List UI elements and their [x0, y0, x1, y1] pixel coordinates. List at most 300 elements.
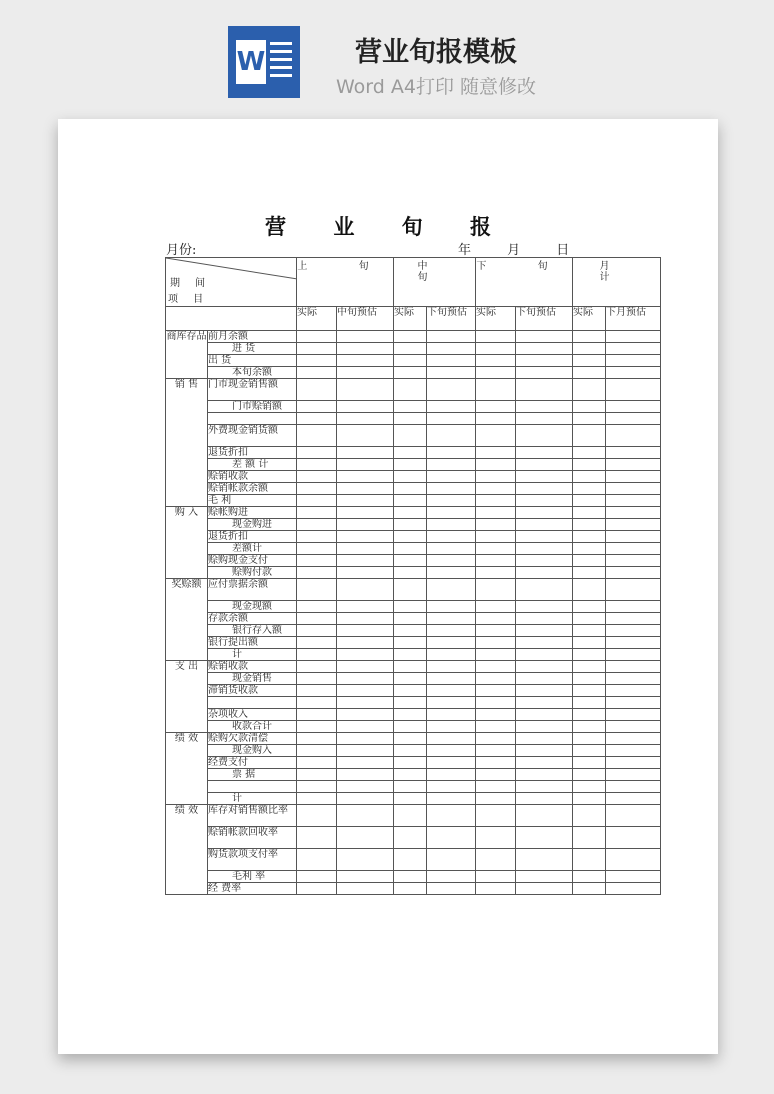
value-cell[interactable]	[337, 757, 394, 769]
value-cell[interactable]	[606, 685, 661, 697]
value-cell[interactable]	[573, 745, 606, 757]
value-cell[interactable]	[337, 793, 394, 805]
value-cell[interactable]	[297, 649, 337, 661]
value-cell[interactable]	[606, 531, 661, 543]
value-cell[interactable]	[337, 769, 394, 781]
value-cell[interactable]	[606, 379, 661, 401]
value-cell[interactable]	[297, 661, 337, 673]
value-cell[interactable]	[337, 685, 394, 697]
value-cell[interactable]	[337, 579, 394, 601]
value-cell[interactable]	[427, 613, 476, 625]
value-cell[interactable]	[516, 495, 573, 507]
value-cell[interactable]	[427, 781, 476, 793]
value-cell[interactable]	[394, 637, 427, 649]
value-cell[interactable]	[427, 793, 476, 805]
value-cell[interactable]	[516, 367, 573, 379]
value-cell[interactable]	[573, 625, 606, 637]
value-cell[interactable]	[516, 793, 573, 805]
value-cell[interactable]	[337, 849, 394, 871]
value-cell[interactable]	[394, 781, 427, 793]
value-cell[interactable]	[337, 733, 394, 745]
value-cell[interactable]	[427, 649, 476, 661]
value-cell[interactable]	[427, 849, 476, 871]
value-cell[interactable]	[516, 459, 573, 471]
value-cell[interactable]	[606, 367, 661, 379]
value-cell[interactable]	[516, 805, 573, 827]
value-cell[interactable]	[427, 697, 476, 709]
value-cell[interactable]	[606, 697, 661, 709]
value-cell[interactable]	[516, 769, 573, 781]
value-cell[interactable]	[394, 367, 427, 379]
value-cell[interactable]	[427, 531, 476, 543]
value-cell[interactable]	[573, 883, 606, 895]
value-cell[interactable]	[573, 495, 606, 507]
value-cell[interactable]	[394, 757, 427, 769]
value-cell[interactable]	[297, 507, 337, 519]
value-cell[interactable]	[476, 613, 516, 625]
value-cell[interactable]	[337, 709, 394, 721]
value-cell[interactable]	[297, 637, 337, 649]
value-cell[interactable]	[573, 733, 606, 745]
value-cell[interactable]	[394, 579, 427, 601]
value-cell[interactable]	[476, 459, 516, 471]
value-cell[interactable]	[427, 519, 476, 531]
value-cell[interactable]	[427, 745, 476, 757]
value-cell[interactable]	[394, 613, 427, 625]
value-cell[interactable]	[573, 637, 606, 649]
value-cell[interactable]	[427, 601, 476, 613]
value-cell[interactable]	[394, 459, 427, 471]
value-cell[interactable]	[573, 769, 606, 781]
value-cell[interactable]	[573, 355, 606, 367]
value-cell[interactable]	[516, 745, 573, 757]
value-cell[interactable]	[337, 673, 394, 685]
value-cell[interactable]	[394, 697, 427, 709]
value-cell[interactable]	[516, 567, 573, 579]
value-cell[interactable]	[297, 601, 337, 613]
value-cell[interactable]	[476, 781, 516, 793]
value-cell[interactable]	[573, 805, 606, 827]
value-cell[interactable]	[573, 697, 606, 709]
value-cell[interactable]	[606, 495, 661, 507]
value-cell[interactable]	[516, 413, 573, 425]
value-cell[interactable]	[606, 781, 661, 793]
value-cell[interactable]	[476, 685, 516, 697]
value-cell[interactable]	[427, 543, 476, 555]
value-cell[interactable]	[394, 685, 427, 697]
value-cell[interactable]	[427, 425, 476, 447]
value-cell[interactable]	[516, 637, 573, 649]
value-cell[interactable]	[337, 567, 394, 579]
value-cell[interactable]	[337, 401, 394, 413]
value-cell[interactable]	[476, 507, 516, 519]
value-cell[interactable]	[297, 827, 337, 849]
value-cell[interactable]	[297, 793, 337, 805]
value-cell[interactable]	[516, 519, 573, 531]
value-cell[interactable]	[516, 507, 573, 519]
value-cell[interactable]	[394, 601, 427, 613]
value-cell[interactable]	[394, 425, 427, 447]
value-cell[interactable]	[606, 871, 661, 883]
value-cell[interactable]	[297, 697, 337, 709]
value-cell[interactable]	[337, 483, 394, 495]
value-cell[interactable]	[394, 519, 427, 531]
value-cell[interactable]	[427, 871, 476, 883]
value-cell[interactable]	[476, 827, 516, 849]
value-cell[interactable]	[573, 447, 606, 459]
value-cell[interactable]	[476, 883, 516, 895]
value-cell[interactable]	[427, 483, 476, 495]
value-cell[interactable]	[516, 709, 573, 721]
value-cell[interactable]	[394, 793, 427, 805]
value-cell[interactable]	[337, 425, 394, 447]
value-cell[interactable]	[297, 613, 337, 625]
value-cell[interactable]	[427, 343, 476, 355]
value-cell[interactable]	[476, 709, 516, 721]
value-cell[interactable]	[297, 849, 337, 871]
value-cell[interactable]	[476, 483, 516, 495]
value-cell[interactable]	[476, 757, 516, 769]
value-cell[interactable]	[476, 793, 516, 805]
value-cell[interactable]	[573, 757, 606, 769]
value-cell[interactable]	[337, 781, 394, 793]
value-cell[interactable]	[427, 507, 476, 519]
value-cell[interactable]	[516, 579, 573, 601]
value-cell[interactable]	[427, 661, 476, 673]
value-cell[interactable]	[606, 827, 661, 849]
value-cell[interactable]	[573, 709, 606, 721]
value-cell[interactable]	[394, 379, 427, 401]
value-cell[interactable]	[606, 805, 661, 827]
value-cell[interactable]	[476, 425, 516, 447]
value-cell[interactable]	[337, 379, 394, 401]
value-cell[interactable]	[606, 401, 661, 413]
value-cell[interactable]	[337, 413, 394, 425]
value-cell[interactable]	[337, 661, 394, 673]
value-cell[interactable]	[297, 367, 337, 379]
value-cell[interactable]	[394, 471, 427, 483]
value-cell[interactable]	[516, 613, 573, 625]
value-cell[interactable]	[516, 757, 573, 769]
value-cell[interactable]	[516, 601, 573, 613]
value-cell[interactable]	[516, 625, 573, 637]
value-cell[interactable]	[394, 849, 427, 871]
value-cell[interactable]	[516, 425, 573, 447]
value-cell[interactable]	[427, 757, 476, 769]
value-cell[interactable]	[427, 637, 476, 649]
value-cell[interactable]	[297, 673, 337, 685]
value-cell[interactable]	[476, 637, 516, 649]
value-cell[interactable]	[476, 343, 516, 355]
value-cell[interactable]	[427, 733, 476, 745]
value-cell[interactable]	[394, 543, 427, 555]
value-cell[interactable]	[606, 343, 661, 355]
value-cell[interactable]	[516, 697, 573, 709]
value-cell[interactable]	[476, 555, 516, 567]
value-cell[interactable]	[476, 805, 516, 827]
value-cell[interactable]	[606, 661, 661, 673]
value-cell[interactable]	[606, 649, 661, 661]
value-cell[interactable]	[573, 661, 606, 673]
value-cell[interactable]	[573, 543, 606, 555]
value-cell[interactable]	[337, 883, 394, 895]
value-cell[interactable]	[394, 625, 427, 637]
value-cell[interactable]	[476, 649, 516, 661]
value-cell[interactable]	[516, 781, 573, 793]
value-cell[interactable]	[573, 871, 606, 883]
value-cell[interactable]	[476, 413, 516, 425]
value-cell[interactable]	[394, 401, 427, 413]
value-cell[interactable]	[476, 367, 516, 379]
value-cell[interactable]	[394, 709, 427, 721]
value-cell[interactable]	[516, 483, 573, 495]
value-cell[interactable]	[427, 721, 476, 733]
value-cell[interactable]	[516, 531, 573, 543]
value-cell[interactable]	[573, 483, 606, 495]
value-cell[interactable]	[337, 613, 394, 625]
value-cell[interactable]	[516, 331, 573, 343]
value-cell[interactable]	[337, 625, 394, 637]
value-cell[interactable]	[427, 413, 476, 425]
value-cell[interactable]	[476, 495, 516, 507]
value-cell[interactable]	[606, 709, 661, 721]
value-cell[interactable]	[573, 425, 606, 447]
value-cell[interactable]	[476, 531, 516, 543]
value-cell[interactable]	[394, 871, 427, 883]
value-cell[interactable]	[516, 849, 573, 871]
value-cell[interactable]	[394, 745, 427, 757]
value-cell[interactable]	[337, 531, 394, 543]
value-cell[interactable]	[427, 625, 476, 637]
value-cell[interactable]	[476, 697, 516, 709]
value-cell[interactable]	[573, 567, 606, 579]
value-cell[interactable]	[297, 413, 337, 425]
value-cell[interactable]	[394, 721, 427, 733]
value-cell[interactable]	[516, 827, 573, 849]
value-cell[interactable]	[573, 507, 606, 519]
value-cell[interactable]	[297, 721, 337, 733]
value-cell[interactable]	[476, 579, 516, 601]
value-cell[interactable]	[394, 331, 427, 343]
value-cell[interactable]	[427, 367, 476, 379]
value-cell[interactable]	[427, 685, 476, 697]
value-cell[interactable]	[297, 543, 337, 555]
value-cell[interactable]	[297, 781, 337, 793]
value-cell[interactable]	[297, 331, 337, 343]
value-cell[interactable]	[394, 661, 427, 673]
value-cell[interactable]	[337, 447, 394, 459]
value-cell[interactable]	[297, 459, 337, 471]
value-cell[interactable]	[394, 555, 427, 567]
value-cell[interactable]	[394, 483, 427, 495]
value-cell[interactable]	[337, 601, 394, 613]
value-cell[interactable]	[606, 543, 661, 555]
value-cell[interactable]	[516, 543, 573, 555]
value-cell[interactable]	[573, 849, 606, 871]
value-cell[interactable]	[573, 579, 606, 601]
value-cell[interactable]	[427, 447, 476, 459]
value-cell[interactable]	[476, 661, 516, 673]
value-cell[interactable]	[476, 543, 516, 555]
value-cell[interactable]	[606, 425, 661, 447]
value-cell[interactable]	[427, 769, 476, 781]
value-cell[interactable]	[476, 871, 516, 883]
value-cell[interactable]	[516, 379, 573, 401]
value-cell[interactable]	[516, 883, 573, 895]
value-cell[interactable]	[337, 805, 394, 827]
value-cell[interactable]	[297, 495, 337, 507]
value-cell[interactable]	[394, 733, 427, 745]
value-cell[interactable]	[606, 849, 661, 871]
value-cell[interactable]	[394, 355, 427, 367]
value-cell[interactable]	[427, 827, 476, 849]
value-cell[interactable]	[297, 343, 337, 355]
value-cell[interactable]	[516, 871, 573, 883]
value-cell[interactable]	[337, 555, 394, 567]
value-cell[interactable]	[297, 625, 337, 637]
value-cell[interactable]	[427, 471, 476, 483]
value-cell[interactable]	[516, 733, 573, 745]
value-cell[interactable]	[516, 649, 573, 661]
value-cell[interactable]	[337, 355, 394, 367]
value-cell[interactable]	[606, 413, 661, 425]
value-cell[interactable]	[606, 721, 661, 733]
value-cell[interactable]	[297, 769, 337, 781]
value-cell[interactable]	[606, 769, 661, 781]
value-cell[interactable]	[394, 769, 427, 781]
value-cell[interactable]	[394, 495, 427, 507]
value-cell[interactable]	[606, 883, 661, 895]
value-cell[interactable]	[606, 447, 661, 459]
value-cell[interactable]	[337, 543, 394, 555]
value-cell[interactable]	[427, 401, 476, 413]
value-cell[interactable]	[394, 507, 427, 519]
value-cell[interactable]	[427, 673, 476, 685]
value-cell[interactable]	[394, 805, 427, 827]
value-cell[interactable]	[573, 401, 606, 413]
value-cell[interactable]	[573, 331, 606, 343]
value-cell[interactable]	[427, 579, 476, 601]
value-cell[interactable]	[427, 331, 476, 343]
value-cell[interactable]	[573, 343, 606, 355]
value-cell[interactable]	[476, 447, 516, 459]
value-cell[interactable]	[573, 459, 606, 471]
value-cell[interactable]	[394, 883, 427, 895]
value-cell[interactable]	[573, 685, 606, 697]
value-cell[interactable]	[427, 709, 476, 721]
value-cell[interactable]	[297, 745, 337, 757]
value-cell[interactable]	[516, 661, 573, 673]
value-cell[interactable]	[606, 637, 661, 649]
value-cell[interactable]	[297, 757, 337, 769]
value-cell[interactable]	[606, 745, 661, 757]
value-cell[interactable]	[606, 673, 661, 685]
value-cell[interactable]	[573, 531, 606, 543]
value-cell[interactable]	[476, 721, 516, 733]
value-cell[interactable]	[573, 519, 606, 531]
value-cell[interactable]	[427, 883, 476, 895]
value-cell[interactable]	[297, 471, 337, 483]
value-cell[interactable]	[573, 555, 606, 567]
value-cell[interactable]	[476, 625, 516, 637]
value-cell[interactable]	[573, 613, 606, 625]
value-cell[interactable]	[606, 483, 661, 495]
value-cell[interactable]	[394, 827, 427, 849]
value-cell[interactable]	[394, 343, 427, 355]
value-cell[interactable]	[573, 827, 606, 849]
value-cell[interactable]	[516, 343, 573, 355]
value-cell[interactable]	[606, 471, 661, 483]
value-cell[interactable]	[476, 331, 516, 343]
value-cell[interactable]	[337, 721, 394, 733]
value-cell[interactable]	[476, 567, 516, 579]
value-cell[interactable]	[394, 413, 427, 425]
value-cell[interactable]	[606, 555, 661, 567]
value-cell[interactable]	[516, 673, 573, 685]
value-cell[interactable]	[394, 447, 427, 459]
value-cell[interactable]	[427, 567, 476, 579]
value-cell[interactable]	[337, 507, 394, 519]
value-cell[interactable]	[606, 459, 661, 471]
value-cell[interactable]	[606, 331, 661, 343]
value-cell[interactable]	[516, 721, 573, 733]
value-cell[interactable]	[573, 781, 606, 793]
value-cell[interactable]	[606, 567, 661, 579]
value-cell[interactable]	[394, 567, 427, 579]
value-cell[interactable]	[516, 447, 573, 459]
value-cell[interactable]	[297, 555, 337, 567]
value-cell[interactable]	[337, 471, 394, 483]
value-cell[interactable]	[297, 355, 337, 367]
value-cell[interactable]	[297, 379, 337, 401]
value-cell[interactable]	[516, 471, 573, 483]
value-cell[interactable]	[516, 401, 573, 413]
value-cell[interactable]	[573, 413, 606, 425]
value-cell[interactable]	[606, 793, 661, 805]
value-cell[interactable]	[476, 673, 516, 685]
value-cell[interactable]	[606, 733, 661, 745]
value-cell[interactable]	[606, 355, 661, 367]
value-cell[interactable]	[337, 745, 394, 757]
value-cell[interactable]	[606, 519, 661, 531]
value-cell[interactable]	[516, 555, 573, 567]
value-cell[interactable]	[297, 425, 337, 447]
value-cell[interactable]	[476, 355, 516, 367]
value-cell[interactable]	[337, 871, 394, 883]
value-cell[interactable]	[297, 567, 337, 579]
value-cell[interactable]	[394, 649, 427, 661]
value-cell[interactable]	[297, 685, 337, 697]
value-cell[interactable]	[337, 495, 394, 507]
value-cell[interactable]	[573, 379, 606, 401]
value-cell[interactable]	[427, 459, 476, 471]
value-cell[interactable]	[337, 827, 394, 849]
value-cell[interactable]	[476, 733, 516, 745]
value-cell[interactable]	[476, 519, 516, 531]
value-cell[interactable]	[337, 367, 394, 379]
value-cell[interactable]	[606, 579, 661, 601]
value-cell[interactable]	[476, 769, 516, 781]
value-cell[interactable]	[573, 601, 606, 613]
value-cell[interactable]	[427, 355, 476, 367]
value-cell[interactable]	[337, 519, 394, 531]
value-cell[interactable]	[516, 685, 573, 697]
value-cell[interactable]	[297, 401, 337, 413]
value-cell[interactable]	[297, 733, 337, 745]
value-cell[interactable]	[476, 601, 516, 613]
value-cell[interactable]	[297, 805, 337, 827]
value-cell[interactable]	[573, 471, 606, 483]
